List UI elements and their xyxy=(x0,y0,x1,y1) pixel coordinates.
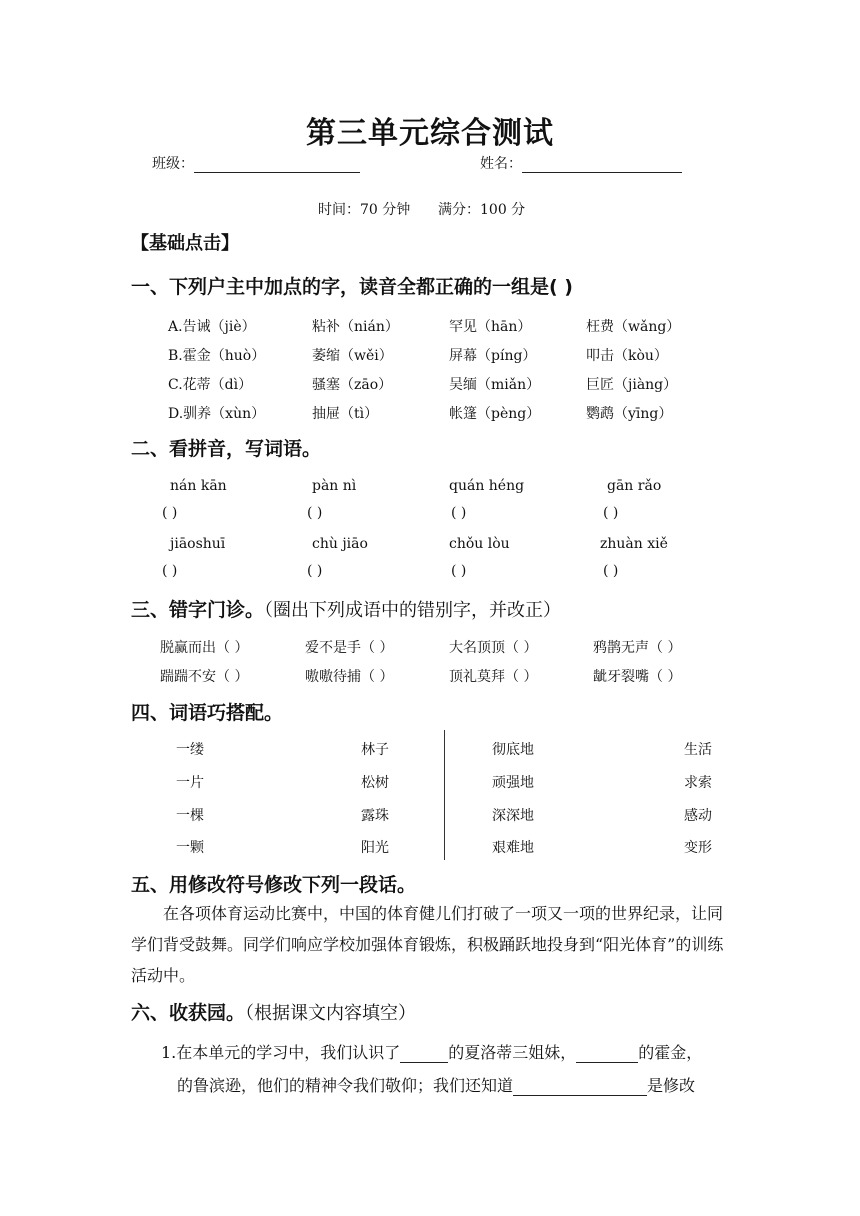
idiom-item-5[interactable]: 踹踹不安（ ） xyxy=(160,669,249,685)
q1-option-a-4: 枉费（wǎng） xyxy=(586,319,681,335)
q6-heading-text: 六、收获园。 xyxy=(131,1002,246,1024)
q1-option-c-1[interactable]: C.花蒂（dì） xyxy=(168,377,253,393)
q1-option-c-4: 巨匠（jiàng） xyxy=(586,377,678,393)
answer-box-5[interactable]: ( ) xyxy=(162,563,178,579)
q6-text-d: 的鲁滨逊，他们的精神令我们敬仰；我们还知道 xyxy=(177,1076,514,1095)
answer-box-2[interactable]: ( ) xyxy=(307,505,323,521)
answer-box-1[interactable]: ( ) xyxy=(162,505,178,521)
name-field xyxy=(480,153,682,173)
pinyin-5: jiāoshuī xyxy=(170,536,226,552)
match-left-word-1[interactable]: 一缕 xyxy=(176,742,204,758)
match-right-target-3[interactable]: 感动 xyxy=(684,808,712,824)
q6-text-e: 是修改 xyxy=(647,1076,696,1095)
idiom-item-3[interactable]: 大名顶顶（ ） xyxy=(449,640,538,656)
answer-box-4[interactable]: ( ) xyxy=(603,505,619,521)
match-left-target-3[interactable]: 露珠 xyxy=(361,808,389,824)
q1-option-d-1[interactable]: D.驯养（xùn） xyxy=(168,406,266,422)
q6-heading xyxy=(131,998,416,1025)
q1-option-b-2: 萎缩（wěi） xyxy=(312,348,393,364)
q1-option-b-4: 叩击（kòu） xyxy=(586,348,668,364)
idiom-item-7[interactable]: 顶礼莫拜（ ） xyxy=(449,669,538,685)
idiom-item-2[interactable]: 爱不是手（ ） xyxy=(305,640,394,656)
match-right-word-3[interactable]: 深深地 xyxy=(492,808,534,824)
pinyin-2: pàn nì xyxy=(312,478,357,494)
answer-box-3[interactable]: ( ) xyxy=(451,505,467,521)
match-right-word-1[interactable]: 彻底地 xyxy=(492,742,534,758)
pinyin-7: chǒu lòu xyxy=(449,536,510,552)
q1-option-a-3: 罕见（hān） xyxy=(449,319,532,335)
time-info: 时间：70 分钟 xyxy=(318,202,411,218)
match-left-word-2[interactable]: 一片 xyxy=(176,775,204,791)
match-right-target-4[interactable]: 变形 xyxy=(684,840,712,856)
pinyin-3: quán héng xyxy=(449,478,525,494)
match-right-word-2[interactable]: 顽强地 xyxy=(492,775,534,791)
q1-option-d-3: 帐篷（pèng） xyxy=(449,406,541,422)
q6-item1-line1 xyxy=(161,1040,702,1063)
match-left-target-4[interactable]: 阳光 xyxy=(361,840,389,856)
q2-heading: 二、看拼音，写词语。 xyxy=(131,438,322,460)
q1-option-d-4: 鹦鹉（yīng） xyxy=(586,406,673,422)
q6-blank-3[interactable] xyxy=(513,1079,647,1096)
answer-box-7[interactable]: ( ) xyxy=(451,563,467,579)
class-blank[interactable] xyxy=(194,158,360,173)
q6-item1-line2 xyxy=(177,1073,695,1096)
q1-option-b-3: 屏幕（píng） xyxy=(449,348,537,364)
answer-box-8[interactable]: ( ) xyxy=(603,563,619,579)
score-info: 满分：100 分 xyxy=(438,202,526,218)
match-left-word-4[interactable]: 一颗 xyxy=(176,840,204,856)
q6-text-c: 的霍金， xyxy=(638,1043,703,1062)
q1-option-c-3: 吴缅（miǎn） xyxy=(449,377,541,393)
basics-heading: 【基础点击】 xyxy=(131,233,239,254)
name-blank[interactable] xyxy=(522,158,682,173)
idiom-item-6[interactable]: 嗷嗷待捕（ ） xyxy=(305,669,394,685)
q1-option-a-1[interactable]: A.告诫（jiè） xyxy=(168,319,256,335)
q6-text-b: 的夏洛蒂三姐妹， xyxy=(448,1043,577,1062)
q4-divider xyxy=(444,730,445,860)
class-field xyxy=(152,153,360,173)
pinyin-1: nán kān xyxy=(170,478,227,494)
q1-heading: 一、下列户主中加点的字，读音全都正确的一组是( ) xyxy=(131,276,573,298)
pinyin-4: gān rǎo xyxy=(607,478,662,494)
q6-note: （根据课文内容填空） xyxy=(245,1003,417,1024)
match-right-target-2[interactable]: 求索 xyxy=(684,775,712,791)
answer-box-6[interactable]: ( ) xyxy=(307,563,323,579)
page-title: 第三单元综合测试 xyxy=(306,116,554,151)
pinyin-6: chù jiāo xyxy=(312,536,368,552)
match-right-word-4[interactable]: 艰难地 xyxy=(492,840,534,856)
idiom-item-1[interactable]: 脱赢而出（ ） xyxy=(160,640,249,656)
q1-option-d-2: 抽屉（tì） xyxy=(312,406,379,422)
q3-note: （圈出下列成语中的错别字，并改正） xyxy=(264,600,562,621)
pinyin-8: zhuàn xiě xyxy=(600,536,668,552)
q6-blank-1[interactable] xyxy=(400,1046,448,1063)
q1-option-a-2: 粘补（nián） xyxy=(312,319,399,335)
q3-heading xyxy=(131,595,561,622)
q3-heading-text: 三、错字门诊。 xyxy=(131,599,265,621)
match-right-target-1[interactable]: 生活 xyxy=(684,742,712,758)
class-label: 班级： xyxy=(152,156,194,172)
match-left-word-3[interactable]: 一棵 xyxy=(176,808,204,824)
q5-paragraph: 在各项体育运动比赛中，中国的体育健儿们打破了一项又一项的世界纪录，让同学们背受鼓舞。同学们响应学校加强体育锻炼，积极踊跃地投身到“阳光体育”的训练活动中。 xyxy=(131,904,724,985)
idiom-item-8[interactable]: 龇牙裂嘴（ ） xyxy=(593,669,682,685)
match-left-target-2[interactable]: 松树 xyxy=(361,775,389,791)
q4-heading: 四、词语巧搭配。 xyxy=(131,702,284,724)
name-label: 姓名： xyxy=(480,156,522,172)
q6-text-a: 1.在本单元的学习中，我们认识了 xyxy=(161,1043,401,1062)
q1-option-c-2: 骚塞（zāo） xyxy=(312,377,393,393)
q5-heading: 五、用修改符号修改下列一段话。 xyxy=(131,874,417,896)
match-left-target-1[interactable]: 林子 xyxy=(361,742,389,758)
idiom-item-4[interactable]: 鸦鹊无声（ ） xyxy=(593,640,682,656)
q1-option-b-1[interactable]: B.霍金（huò） xyxy=(168,348,266,364)
q6-blank-2[interactable] xyxy=(576,1046,638,1063)
